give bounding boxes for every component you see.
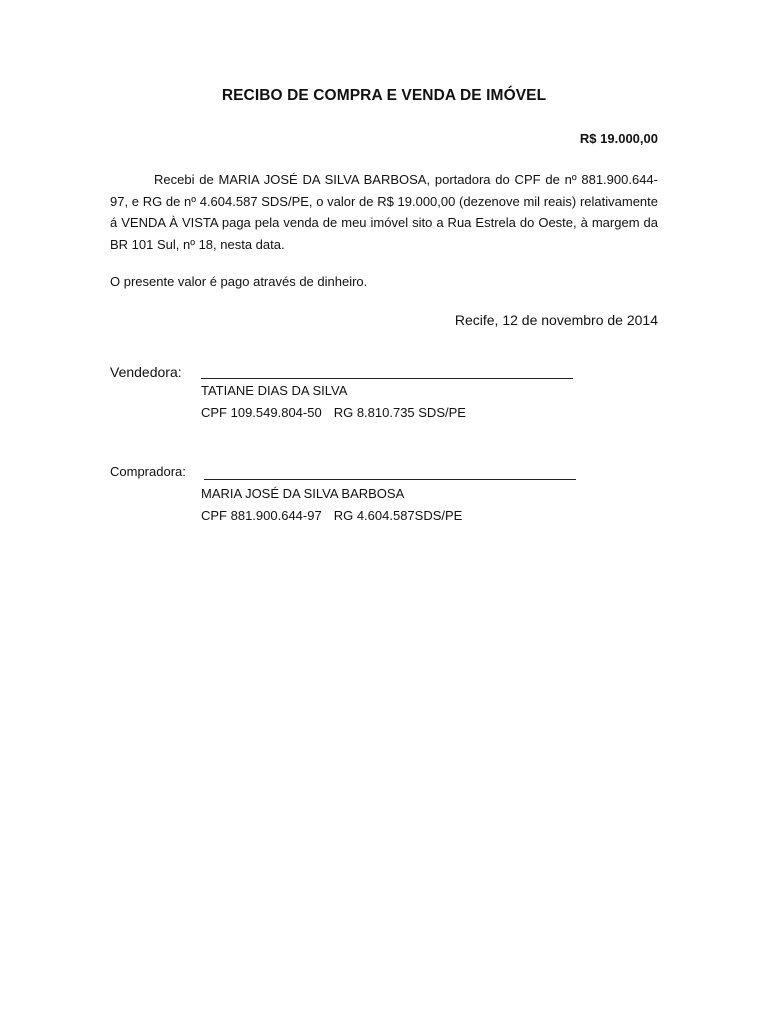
receipt-amount: R$ 19.000,00	[579, 131, 658, 146]
seller-label: Vendedora:	[110, 364, 182, 380]
seller-name: TATIANE DIAS DA SILVA	[201, 383, 348, 398]
buyer-name: MARIA JOSÉ DA SILVA BARBOSA	[201, 486, 405, 501]
seller-rg: RG 8.810.735 SDS/PE	[333, 405, 466, 420]
buyer-cpf: CPF 881.900.644-97	[201, 508, 322, 523]
payment-note: O presente valor é pago através de dinheiro.	[110, 274, 368, 289]
buyer-rg: RG 4.604.587SDS/PE	[333, 508, 463, 523]
buyer-label: Compradora:	[110, 464, 186, 479]
seller-cpf: CPF 109.549.804-50	[201, 405, 322, 420]
place-date: Recife, 12 de novembro de 2014	[454, 312, 658, 328]
buyer-signature-line	[204, 479, 576, 480]
seller-signature-line	[201, 378, 573, 379]
seller-ids	[201, 405, 466, 420]
document-title: RECIBO DE COMPRA E VENDA DE IMÓVEL	[221, 87, 547, 104]
receipt-body: Recebi de MARIA JOSÉ DA SILVA BARBOSA, portadora do CPF de nº 881.900.644-97, e RG de nº 4.604.587 SDS/PE, o valor de R$ 19.000,00 (dezenove mil reais) relativamente á VENDA À VISTA paga pela venda de meu imóvel sito a Rua Estrela do Oeste, à margem da BR 101 Sul, nº 18, nesta data.	[110, 172, 658, 252]
buyer-ids	[201, 508, 462, 523]
